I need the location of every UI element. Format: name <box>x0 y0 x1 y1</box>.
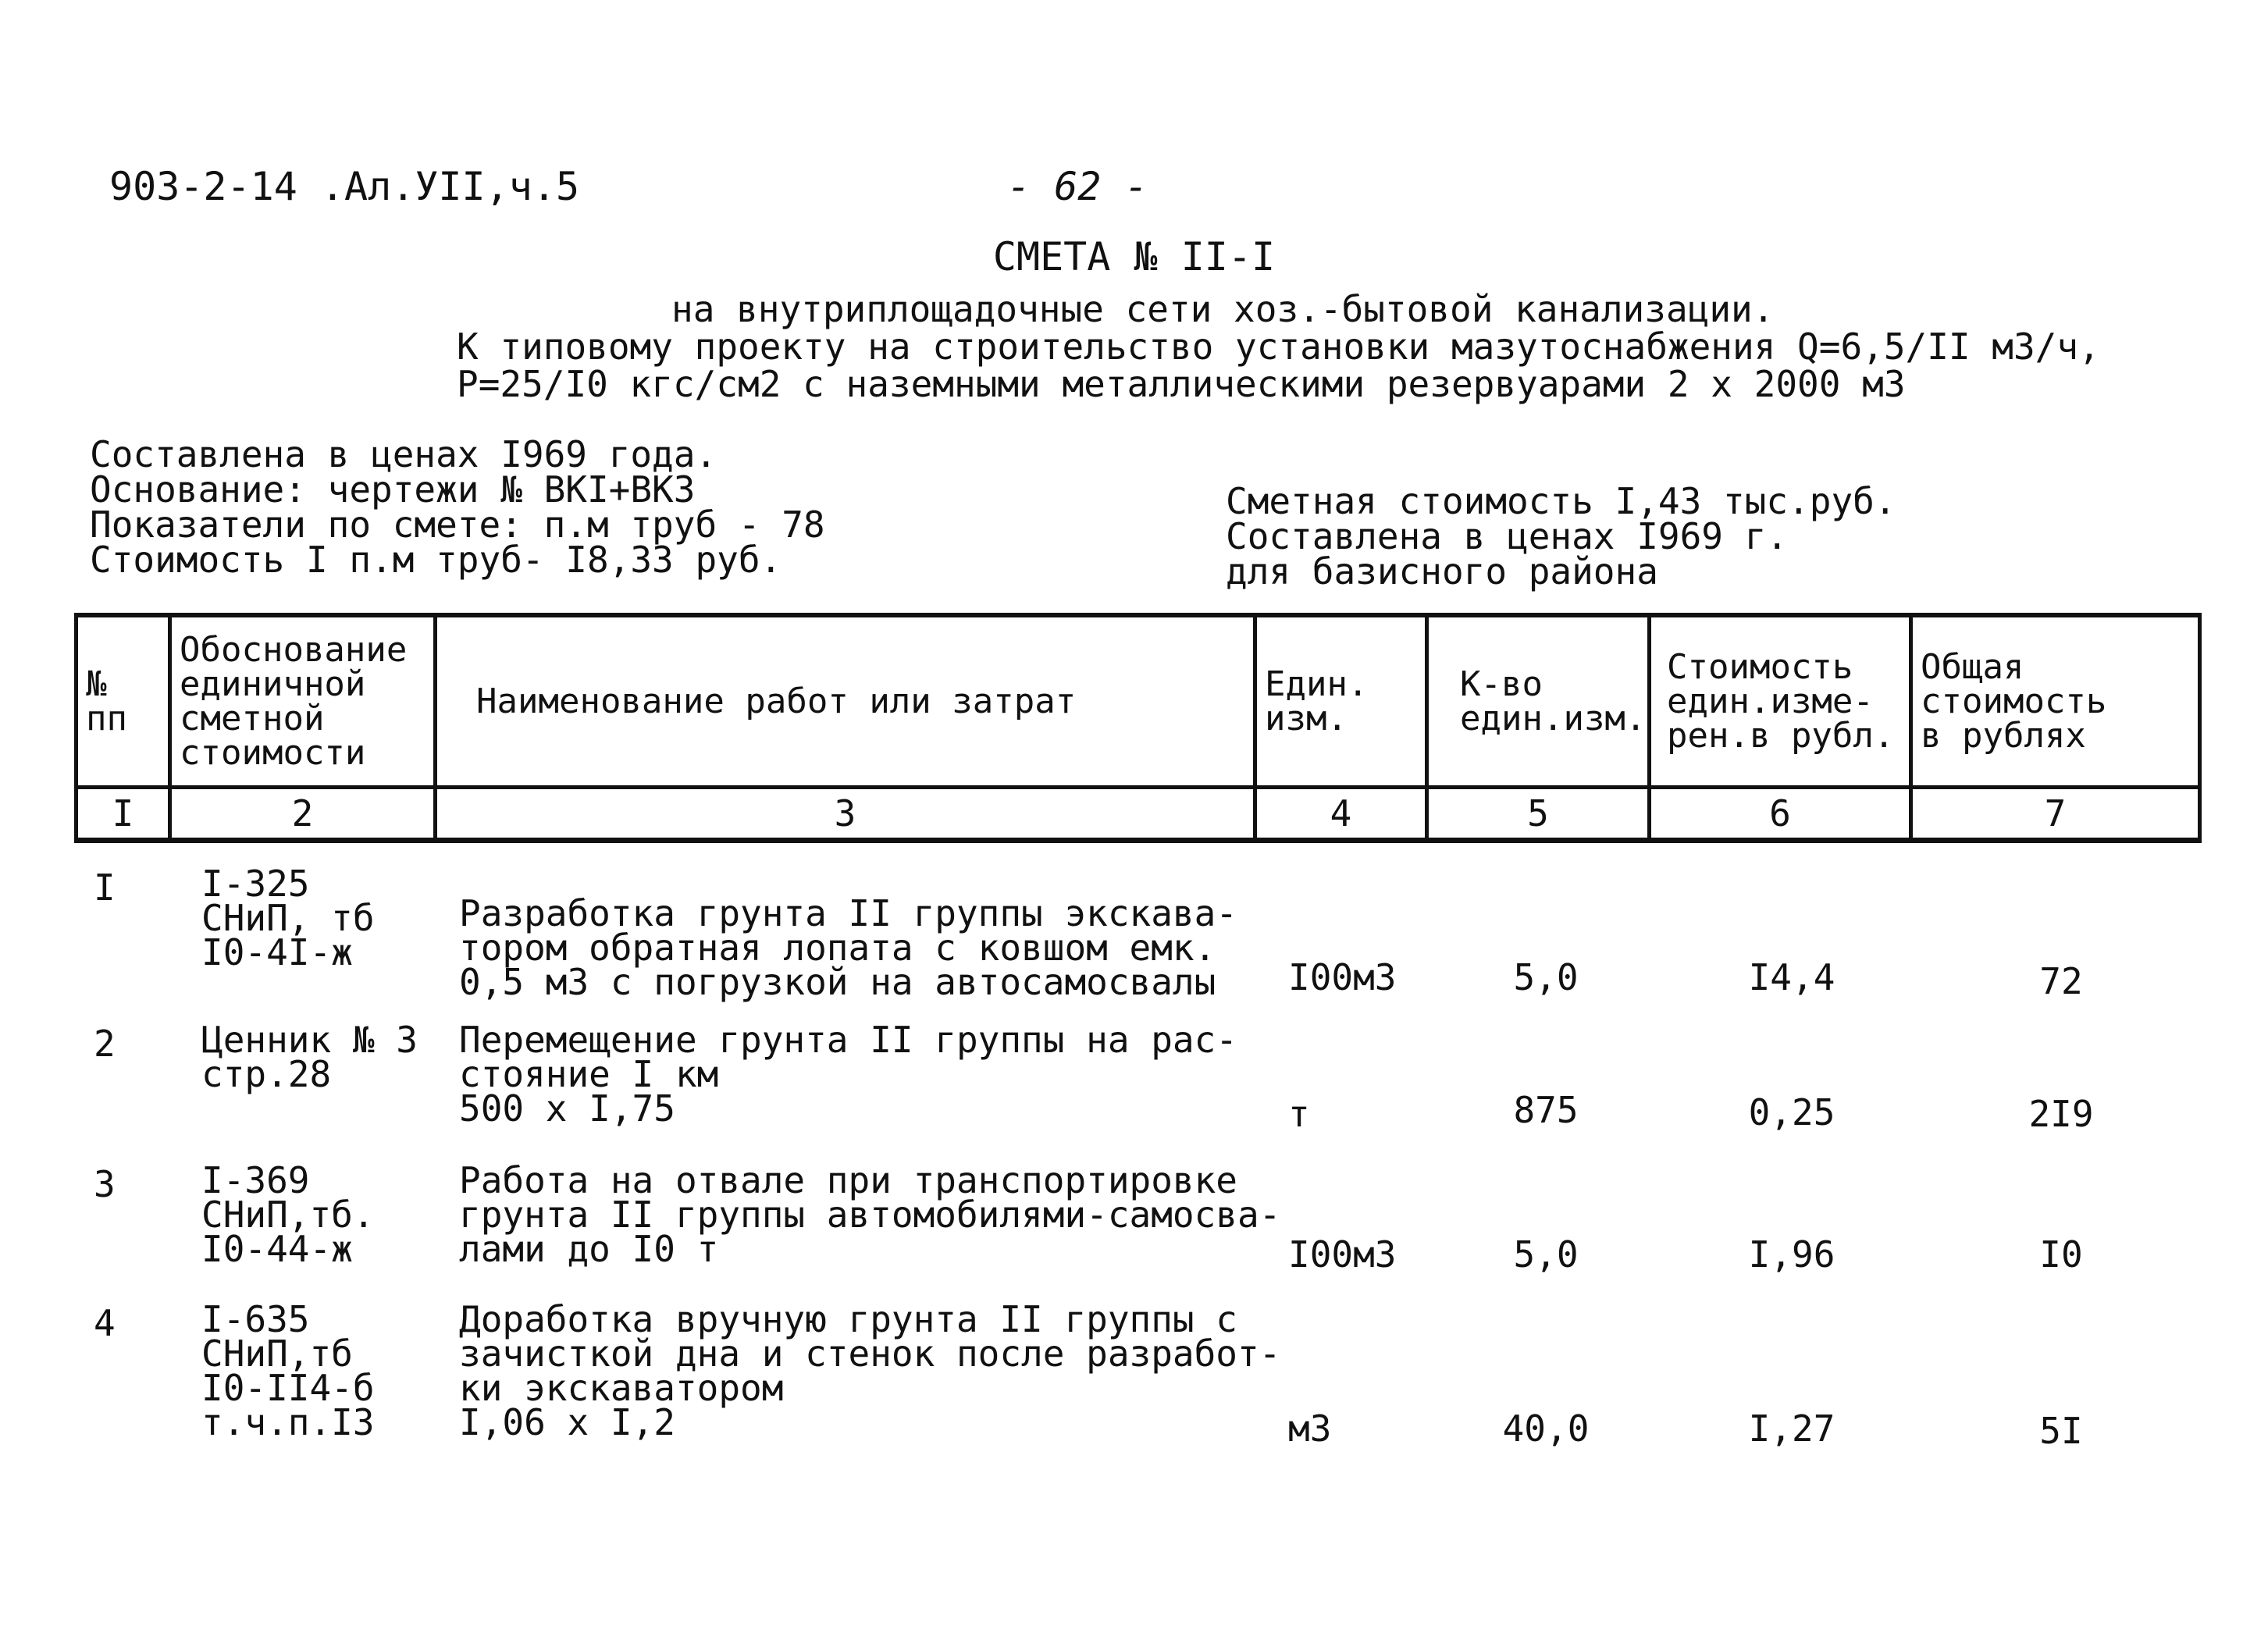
text-line: Работа на отвале при транспортировке <box>459 1159 1237 1201</box>
row-total: 72 <box>2039 960 2083 1002</box>
text-line: К-во <box>1460 664 1543 704</box>
text-line: стояние I км <box>459 1053 719 1095</box>
text-line: Перемещение грунта II группы на рас- <box>459 1019 1237 1061</box>
row-number: 3 <box>94 1163 116 1205</box>
row-unit: I00м3 <box>1288 956 1397 998</box>
subtitle-line-2: К типовому проекту на строительство установки мазутоснабжения Q=6,5/II м3/ч, <box>457 326 2100 368</box>
info-left-line: Стоимость I п.м труб- I8,33 руб. <box>90 539 782 581</box>
estimate-table <box>74 613 2202 843</box>
text-line: Наименование работ или затрат <box>476 681 1077 721</box>
text-line: един.изме- <box>1667 681 1874 721</box>
info-left-line: Основание: чертежи № ВКI+ВК3 <box>90 468 696 511</box>
text-line: I0-4I-ж <box>201 931 353 973</box>
row-work-name <box>459 892 1237 1003</box>
header-no <box>77 615 170 788</box>
header-cell-lines <box>180 629 425 773</box>
text-line: СНиП, тб <box>201 897 375 939</box>
text-line: I-635 <box>201 1298 310 1340</box>
row-unit-price: I4,4 <box>1748 956 1835 998</box>
text-line: лами до I0 т <box>459 1228 719 1270</box>
column-number: 7 <box>1911 788 2200 841</box>
header-cell-lines <box>1265 664 1417 738</box>
row-quantity: 40,0 <box>1502 1407 1590 1450</box>
text-line: единичной <box>180 664 366 704</box>
info-right-line: Сметная стоимость I,43 тыс.руб. <box>1226 480 1896 522</box>
row-unit: т <box>1288 1093 1310 1135</box>
info-right-line: для базисного района <box>1226 550 1658 592</box>
table-header-row <box>77 615 2200 788</box>
subtitle-line-3: P=25/I0 кгс/см2 с наземными металлическими резервуарами 2 х 2000 м3 <box>457 363 1906 405</box>
row-quantity: 5,0 <box>1513 1233 1579 1276</box>
text-line: Доработка вручную грунта II группы с <box>459 1298 1237 1340</box>
row-total: I0 <box>2039 1233 2083 1276</box>
info-left-line: Составлена в ценах I969 года. <box>90 433 717 475</box>
header-total <box>1911 615 2200 788</box>
text-line: т.ч.п.I3 <box>201 1401 375 1443</box>
info-left-block <box>90 433 825 581</box>
text-line: Обоснование <box>180 629 408 670</box>
row-total: 5I <box>2039 1410 2083 1452</box>
header-cell-lines <box>1437 664 1647 738</box>
row-quantity: 875 <box>1513 1089 1579 1131</box>
header-basis <box>170 615 436 788</box>
header-cell-lines <box>86 664 160 738</box>
text-line: в рублях <box>1921 715 2086 756</box>
text-line: 0,5 м3 с погрузкой на автосамосвалы <box>459 961 1216 1003</box>
estimate-title: СМЕТА № II-I <box>992 234 1276 279</box>
row-work-name <box>459 1019 1237 1130</box>
text-line: изм. <box>1265 698 1348 738</box>
text-line: СНиП,тб. <box>201 1194 375 1236</box>
text-line: ки экскаватором <box>459 1367 784 1409</box>
subtitle-line-1: на внутриплощадочные сети хоз.-бытовой канализации. <box>671 288 1775 330</box>
text-line: стоимость <box>1921 681 2107 721</box>
header-unit-price <box>1650 615 1911 788</box>
text-line: I,06 х I,2 <box>459 1401 675 1443</box>
text-line: I-369 <box>201 1159 310 1201</box>
header-unit <box>1255 615 1427 788</box>
column-number: 2 <box>170 788 436 841</box>
text-line: I0-44-ж <box>201 1228 353 1270</box>
document-code: 903-2-14 .Ал.УII,ч.5 <box>109 164 580 209</box>
text-line: № <box>86 664 107 704</box>
info-left-line: Показатели по смете: п.м труб - 78 <box>90 503 825 546</box>
row-unit-price: I,96 <box>1748 1233 1835 1276</box>
text-line: стр.28 <box>201 1053 332 1095</box>
row-unit: I00м3 <box>1288 1233 1397 1276</box>
row-basis <box>201 1159 375 1270</box>
text-line: рен.в рубл. <box>1667 715 1895 756</box>
text-line: СНиП,тб <box>201 1333 353 1375</box>
text-line: Разработка грунта II группы экскава- <box>459 892 1237 934</box>
text-line: I-325 <box>201 863 310 905</box>
text-line: сметной <box>180 698 325 738</box>
row-number: 4 <box>94 1302 116 1344</box>
row-work-name <box>459 1159 1281 1270</box>
row-number: I <box>94 866 116 909</box>
row-basis <box>201 1298 375 1443</box>
column-number: I <box>77 788 170 841</box>
column-number: 3 <box>436 788 1255 841</box>
text-line: Общая <box>1921 646 2024 687</box>
text-line: 500 х I,75 <box>459 1087 675 1130</box>
row-total: 2I9 <box>2028 1093 2094 1135</box>
header-quantity <box>1427 615 1650 788</box>
row-number: 2 <box>94 1023 116 1065</box>
info-right-block <box>1226 480 1896 592</box>
text-line: грунта II группы автомобилями-самосва- <box>459 1194 1281 1236</box>
header-cell-lines <box>1921 646 2190 756</box>
column-number: 6 <box>1650 788 1911 841</box>
row-quantity: 5,0 <box>1513 956 1579 998</box>
text-line: зачисткой дна и стенок после разработ- <box>459 1333 1281 1375</box>
text-line: един.изм. <box>1460 698 1647 738</box>
header-cell-lines <box>1659 646 1901 756</box>
info-right-line: Составлена в ценах I969 г. <box>1226 515 1789 557</box>
text-line: Стоимость <box>1667 646 1853 687</box>
header-work-name <box>436 615 1255 788</box>
row-work-name <box>459 1298 1281 1443</box>
page-number: - 62 - <box>1007 164 1148 209</box>
row-basis <box>201 863 375 973</box>
text-line: тором обратная лопата с ковшом емк. <box>459 927 1216 969</box>
row-unit-price: I,27 <box>1748 1407 1835 1450</box>
column-number-row <box>77 788 2200 841</box>
header-cell-lines <box>445 681 1245 721</box>
text-line: I0-II4-б <box>201 1367 375 1409</box>
text-line: Ценник № 3 <box>201 1019 418 1061</box>
column-number: 5 <box>1427 788 1650 841</box>
text-line: пп <box>86 698 127 738</box>
text-line: стоимости <box>180 732 366 773</box>
text-line: Един. <box>1265 664 1369 704</box>
column-number: 4 <box>1255 788 1427 841</box>
row-unit-price: 0,25 <box>1748 1091 1835 1133</box>
row-basis <box>201 1019 418 1095</box>
row-unit: м3 <box>1288 1407 1332 1450</box>
